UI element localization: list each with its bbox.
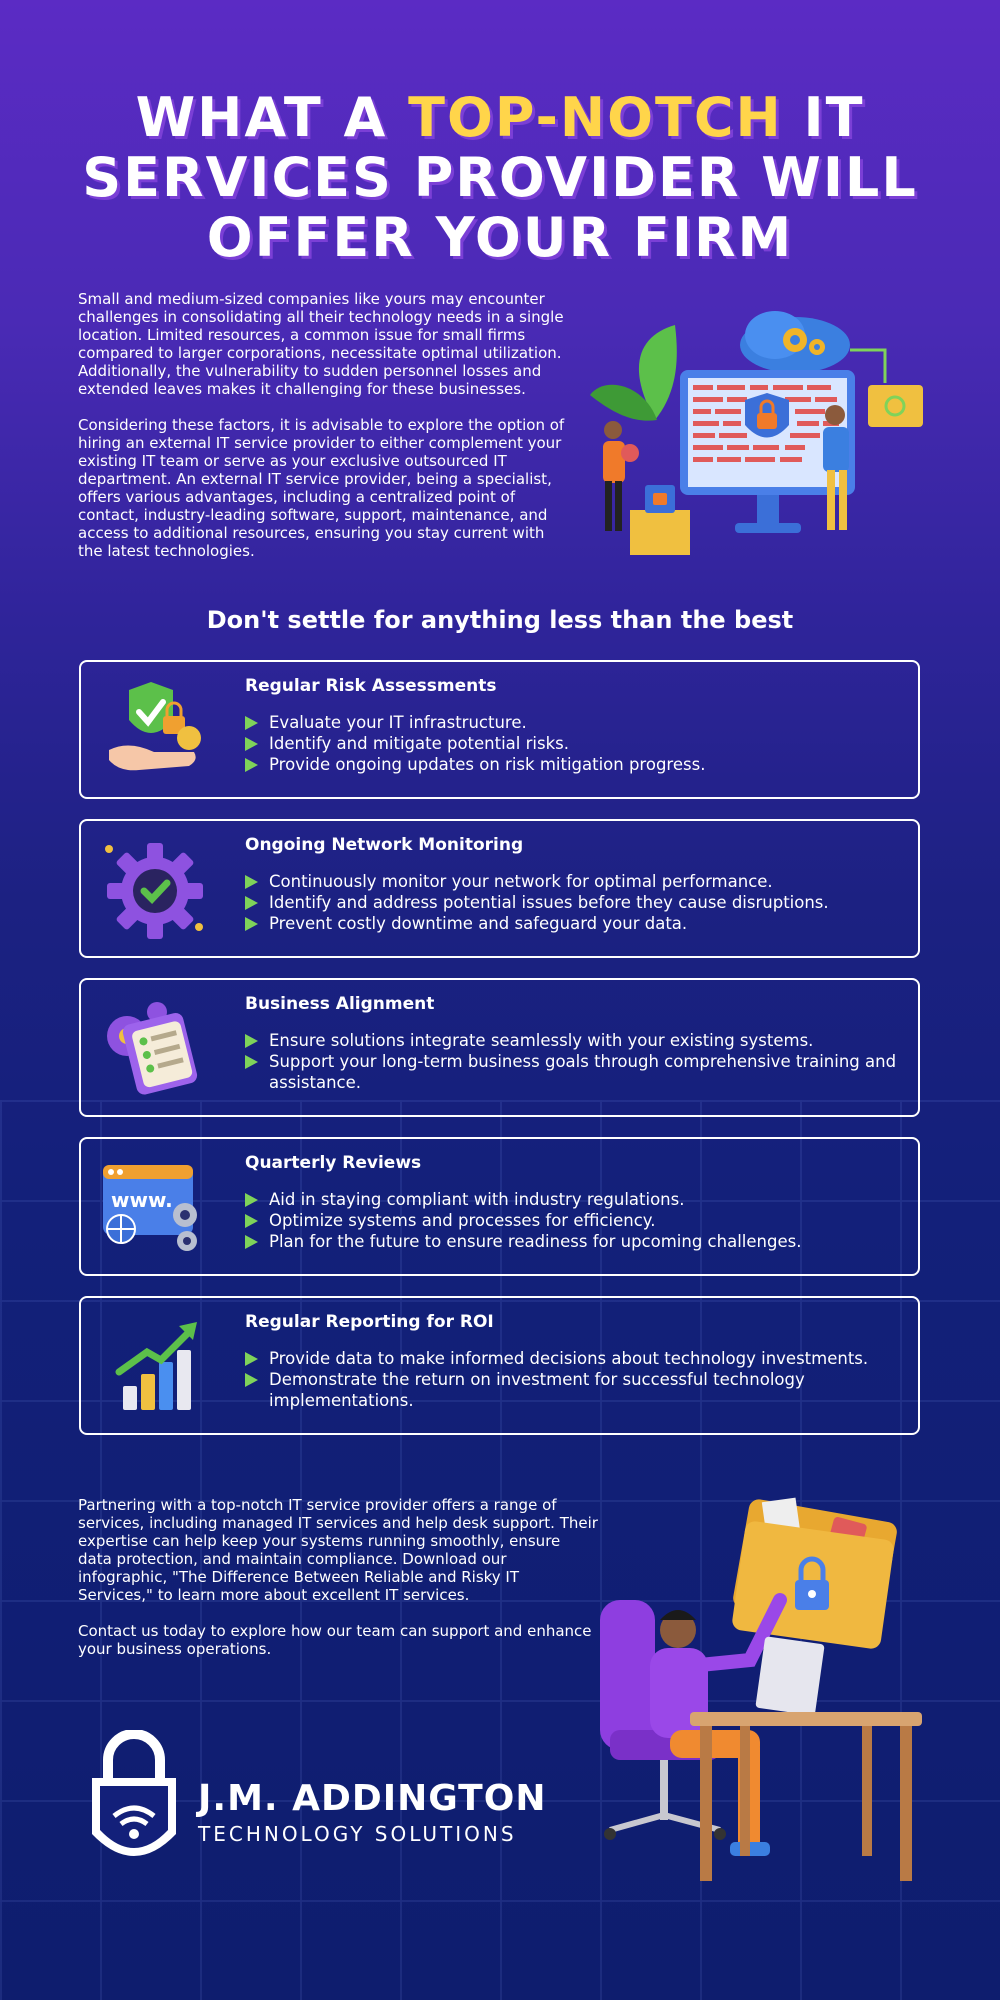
svg-text:www.: www. — [111, 1188, 173, 1212]
bullet-triangle-icon — [245, 896, 258, 910]
list-item: Identify and address potential issues before they cause disruptions. — [245, 892, 905, 913]
card-title: Regular Risk Assessments — [245, 676, 497, 696]
bullet-triangle-icon — [245, 917, 258, 931]
padlock-wifi-icon — [88, 1730, 180, 1880]
list-item: Identify and mitigate potential risks. — [245, 733, 905, 754]
security-monitor-illustration-icon — [585, 305, 930, 570]
title-highlight: TOP-NOTCH — [408, 86, 783, 149]
bullet-triangle-icon — [245, 1055, 258, 1069]
list-item: Prevent costly downtime and safeguard your data. — [245, 913, 905, 934]
section-subheading: Don't settle for anything less than the best — [206, 606, 794, 634]
company-logo — [88, 1730, 548, 1880]
list-item: Demonstrate the return on investment for successful technology implementations. — [245, 1369, 905, 1411]
closing-text — [78, 1496, 598, 1676]
closing-paragraph-2: Contact us today to explore how our team can support and enhance your business operations. — [78, 1622, 592, 1658]
service-card-roi-reporting — [79, 1296, 920, 1435]
bullet-triangle-icon — [245, 1034, 258, 1048]
closing-paragraph-1: Partnering with a top-notch IT service provider offers a range of services, including managed IT services and help desk support. Their expertise can help keep your systems running smoothly, ensure data protection, and maintain compliance. Download our infographic, "The Difference Between Reliable and Risky IT Services," to learn more about excellent IT services. — [78, 1496, 598, 1604]
list-item: Aid in staying compliant with industry regulations. — [245, 1189, 905, 1210]
www-gear-icon — [99, 1157, 207, 1257]
card-list — [245, 1348, 905, 1411]
bullet-triangle-icon — [245, 1373, 258, 1387]
card-title: Business Alignment — [245, 994, 435, 1014]
intro-text — [78, 290, 568, 578]
company-tagline: TECHNOLOGY SOLUTIONS — [198, 1822, 517, 1846]
card-title: Ongoing Network Monitoring — [245, 835, 524, 855]
card-title: Quarterly Reviews — [245, 1153, 422, 1173]
service-card-business-alignment — [79, 978, 920, 1117]
card-list — [245, 1030, 905, 1093]
bullet-triangle-icon — [245, 758, 258, 772]
bullet-triangle-icon — [245, 716, 258, 730]
list-item: Evaluate your IT infrastructure. — [245, 712, 905, 733]
bullet-triangle-icon — [245, 1193, 258, 1207]
page-title: WHAT A TOP-NOTCH IT SERVICES PROVIDER WILL OFFER YOUR FIRM — [82, 86, 918, 269]
list-item: Continuously monitor your network for optimal performance. — [245, 871, 905, 892]
bullet-triangle-icon — [245, 1352, 258, 1366]
shield-check-hand-icon — [99, 680, 207, 780]
bullet-triangle-icon — [245, 1214, 258, 1228]
bullet-triangle-icon — [245, 1235, 258, 1249]
list-item: Provide data to make informed decisions about technology investments. — [245, 1348, 905, 1369]
gear-check-icon — [99, 839, 207, 939]
bullet-triangle-icon — [245, 875, 258, 889]
service-card-risk-assessments — [79, 660, 920, 799]
bar-chart-arrow-icon — [99, 1316, 207, 1416]
list-item: Support your long-term business goals through comprehensive training and assistance. — [245, 1051, 905, 1093]
company-name: J.M. ADDINGTON — [198, 1778, 547, 1819]
service-card-network-monitoring — [79, 819, 920, 958]
checklist-gear-icon — [99, 998, 207, 1098]
list-item: Optimize systems and processes for efficiency. — [245, 1210, 905, 1231]
card-list — [245, 1189, 905, 1252]
card-list — [245, 712, 905, 775]
intro-paragraph-1: Small and medium-sized companies like yours may encounter challenges in consolidating all their technology needs in a single location. Limited resources, a common issue for small firms compared to larger corporations, necessitate optimal utilization. Additionally, the vulnerability to sudden personnel losses and extended leaves makes it challenging for these businesses. — [78, 290, 564, 398]
service-card-quarterly-reviews — [79, 1137, 920, 1276]
card-title: Regular Reporting for ROI — [245, 1312, 494, 1332]
intro-paragraph-2: Considering these factors, it is advisable to explore the option of hiring an external IT service provider to either complement your existing IT team or serve as your exclusive outsourced IT department. An external IT service provider, being a specialist, offers various advantages, including a centralized point of contact, industry-leading software, support, maintenance, and access to additional resources, ensuring you stay current with the latest technologies. — [78, 416, 565, 560]
list-item: Provide ongoing updates on risk mitigation progress. — [245, 754, 905, 775]
card-list — [245, 871, 905, 934]
bullet-triangle-icon — [245, 737, 258, 751]
list-item: Plan for the future to ensure readiness for upcoming challenges. — [245, 1231, 905, 1252]
list-item: Ensure solutions integrate seamlessly with your existing systems. — [245, 1030, 905, 1051]
person-at-desk-illustration-icon — [590, 1490, 930, 1890]
